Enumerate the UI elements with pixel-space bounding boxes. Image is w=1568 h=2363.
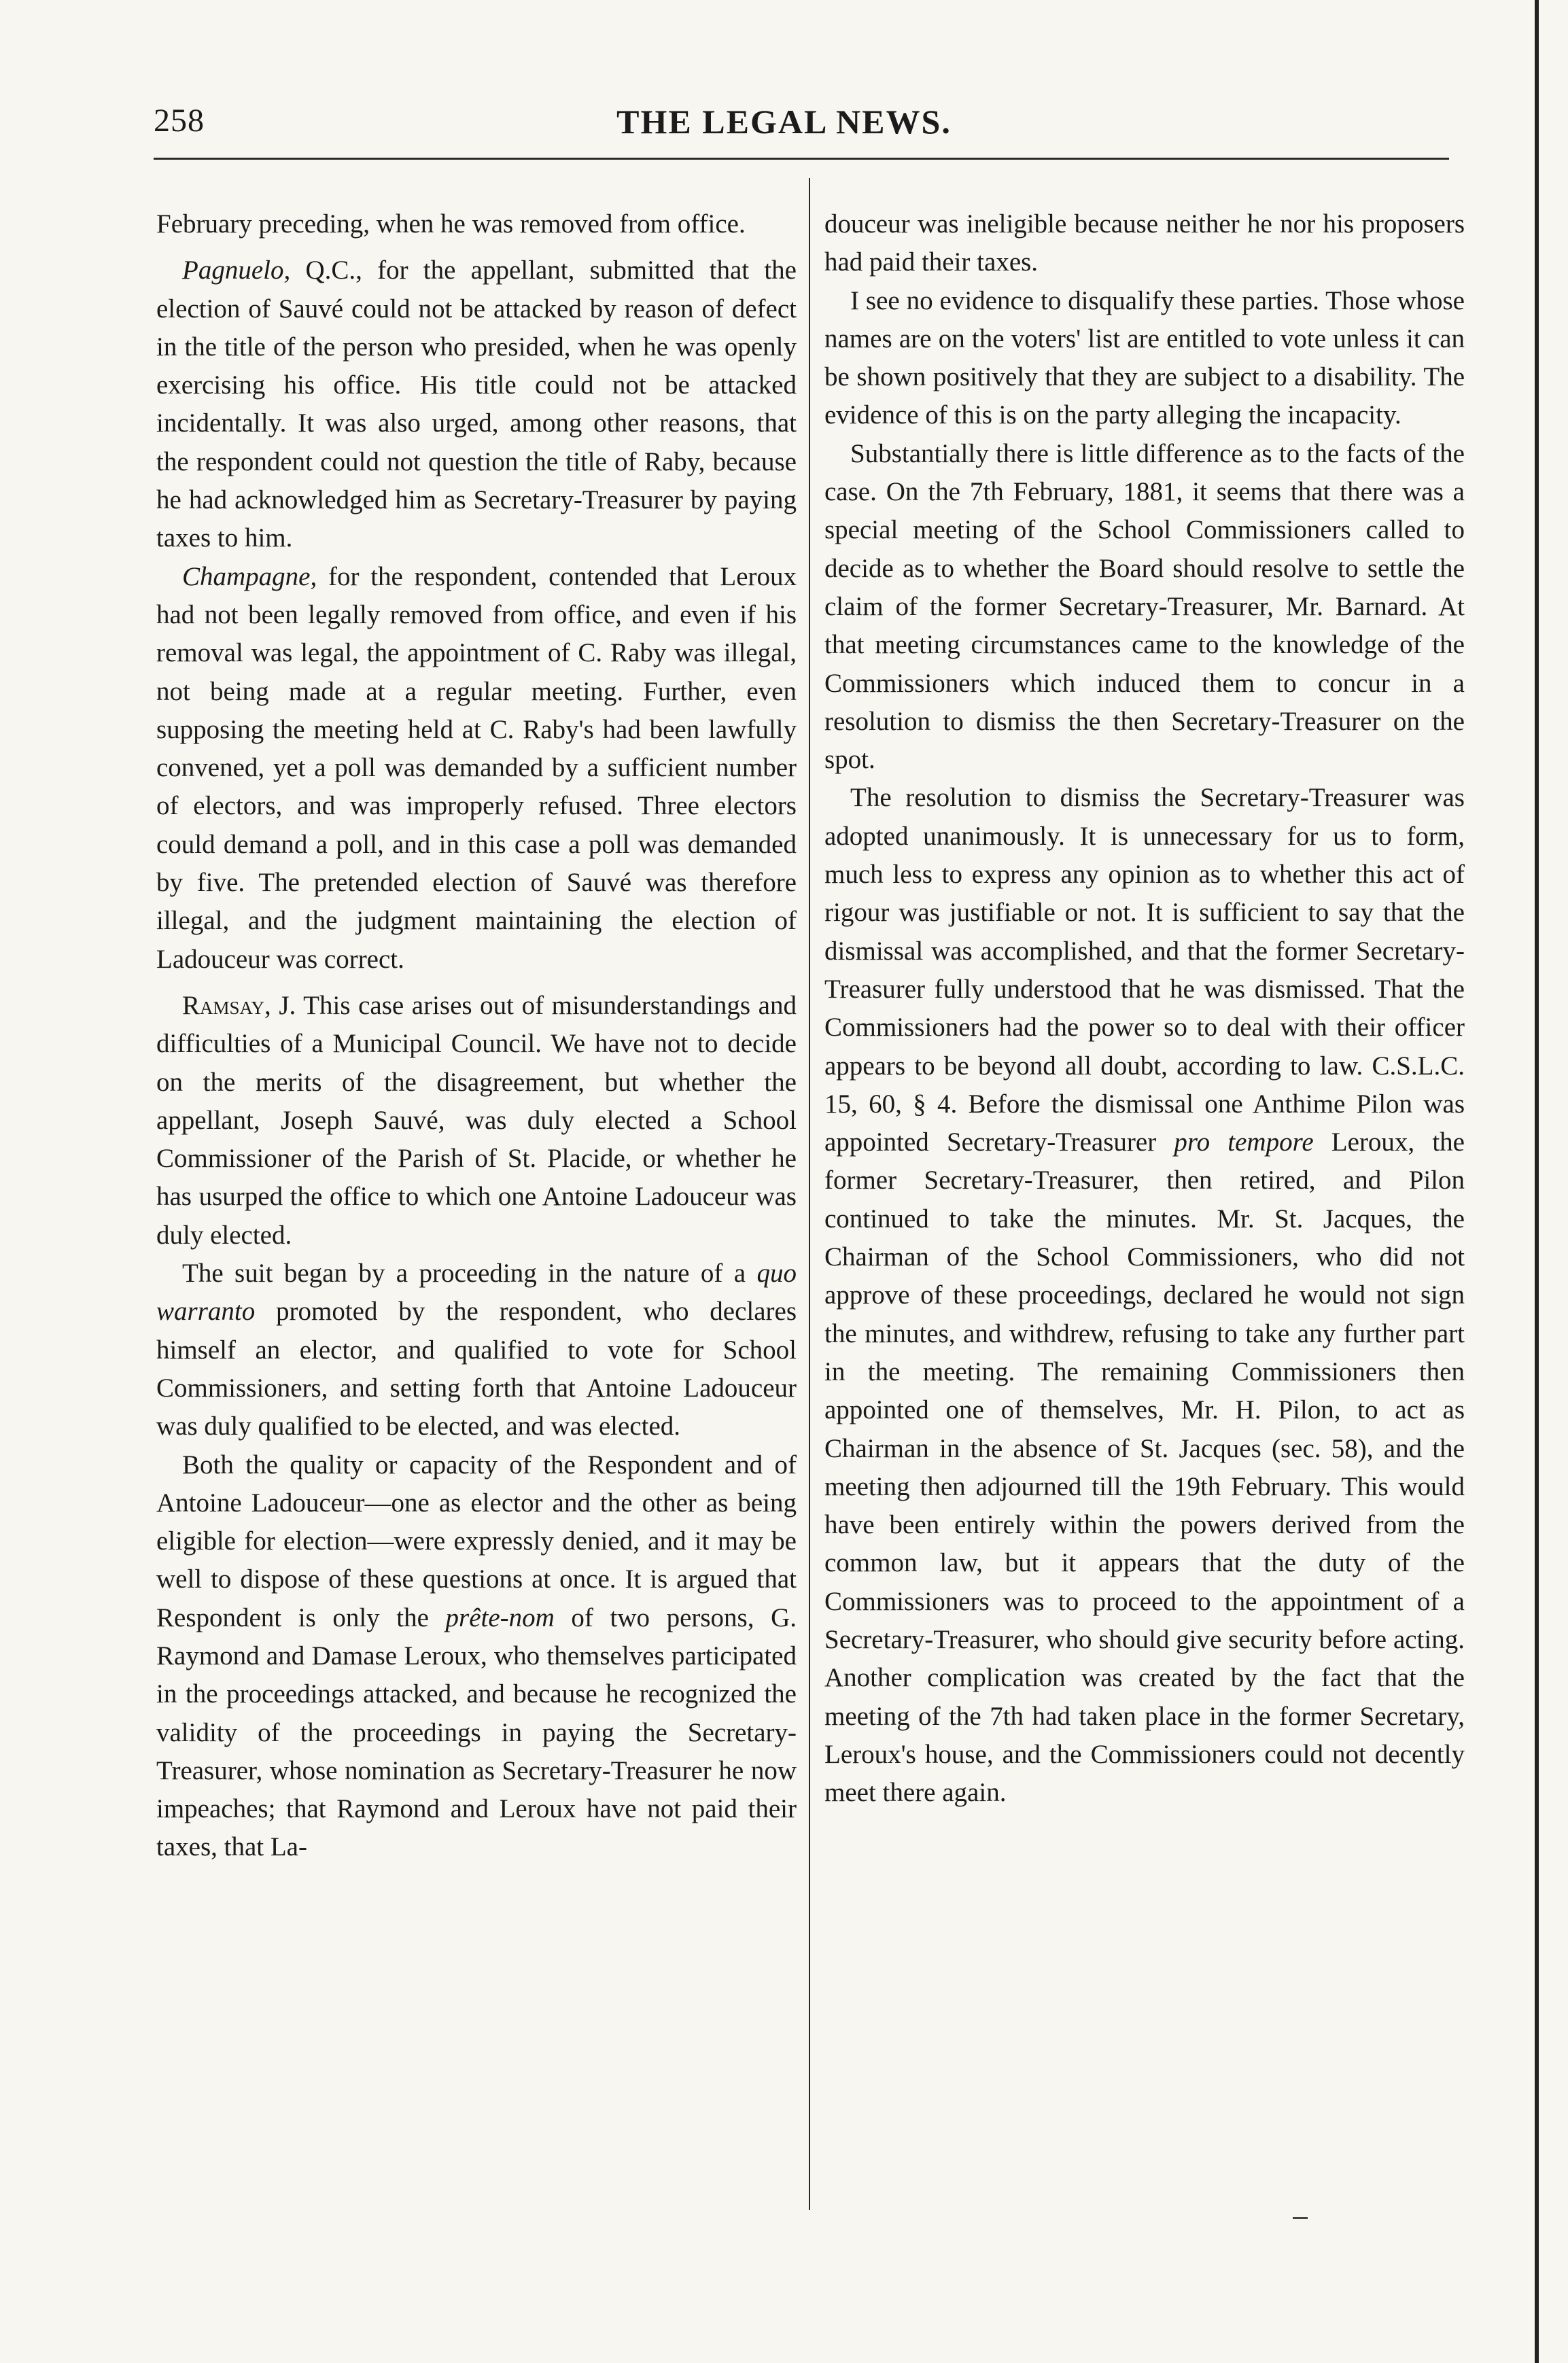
paragraph: I see no evidence to disqualify these parties. Those whose names are on the voters' list are entitled to vote unless it can be shown positively that they are subject to a disability. The evidence of this is on the party alleging the incapacity. (824, 285, 1465, 430)
paragraph: douceur was ineligible because neither he nor his proposers had paid their taxes. (824, 209, 1465, 277)
paragraph-text: promoted by the respondent, who declares himself an elector, and qualified to vote for School Commissioners, and setting forth that Antoine Ladouceur was duly qualified to be elected, and was elected. (156, 1297, 797, 1441)
latin-term: pro tempore (1174, 1127, 1314, 1157)
paragraph-text: This case arises out of misunderstandings and difficulties of a Municipal Council. We have not to decide on the merits of the disagreement, but whether the appellant, Joseph Sauvé, was duly elected a School Commissioner of the Parish of St. Placide, or whether he has usurped the office to which one Antoine Ladouceur was duly elected. (156, 990, 797, 1250)
paragraph (156, 558, 797, 979)
left-column (156, 205, 797, 1867)
paragraph-text: The suit began by a proceeding in the nature of a (182, 1259, 757, 1289)
paragraph (156, 1255, 797, 1446)
paragraph: February preceding, when he was removed from office. (156, 209, 746, 239)
counsel-name: Pagnuelo, (182, 256, 291, 285)
header-rule (154, 158, 1449, 160)
running-head: THE LEGAL NEWS. (616, 103, 952, 141)
paragraph-text: Leroux, the former Secretary-Treasurer, then retired, and Pilon continued to take the minutes. Mr. St. Jacques, the Chairman of the School Commissioners, who did not approve of these proceedings, declared he would not sign the minutes, and withdrew, refusing to take any further part in the meeting. The remaining Commissioners then appointed one of themselves, Mr. H. Pilon, to act as Chairman in the absence of St. Jacques (sec. 58), and the meeting then adjourned till the 19th February. This would have been entirely within the powers derived from the common law, but it appears that the duty of the Commissioners was to proceed to the appointment of a Secretary-Treasurer, who should give security before acting. Another complication was created by the fact that the meeting of the 7th had taken place in the former Secretary, Leroux's house, and the Commissioners could not decently meet there again. (824, 1127, 1465, 1808)
paragraph (156, 1446, 797, 1867)
paragraph: Substantially there is little difference as to the facts of the case. On the 7th February, 1881, it seems that there was a special meeting of the School Commissioners called to decide as to whether the Board should resolve to settle the claim of the former Secretary-Treasurer, Mr. Barnard. At that meeting circumstances came to the knowledge of the Commissioners which induced them to concur in a resolution to dismiss the then Secretary-Treasurer on the spot. (824, 438, 1465, 775)
paragraph (156, 251, 797, 557)
latin-term: quo warranto (156, 1259, 797, 1327)
french-term: prête-nom (445, 1603, 555, 1632)
right-column (824, 205, 1465, 1812)
paragraph (824, 779, 1465, 1812)
page-number: 258 (154, 103, 205, 139)
column-divider (809, 178, 810, 2210)
foot-mark (1293, 2217, 1308, 2219)
paragraph-text: Both the quality or capacity of the Respondent and of Antoine Ladouceur—one as elector and the other as being eligible for election—were expressly denied, and it may be well to dispose of these questions at once. It is argued that Respondent is only the (156, 1450, 797, 1632)
counsel-name: Champagne, (182, 561, 317, 591)
paragraph-text: The resolution to dismiss the Secretary-Treasurer was adopted unanimously. It is unnecessary for us to form, much less to express any opinion as to whether this act of rigour was justifiable or not. It is sufficient to say that the dismissal was accomplished, and that the former Secretary-Treasurer fully understood that he was dismissed. That the Commissioners had the power so to deal with their officer appears to be beyond all doubt, according to law. C.S.L.C. 15, 60, § 4. Before the dismissal one Anthime Pilon was appointed Secretary-Treasurer (824, 783, 1465, 1157)
page-edge-line (1535, 0, 1539, 2363)
paragraph-text: for the respondent, contended that Leroux had not been legally removed from office, and even if his removal was legal, the appointment of C. Raby was illegal, not being made at a regular meeting. Further, even supposing the meeting held at C. Raby's had been lawfully convened, yet a poll was demanded by a sufficient number of electors, and was improperly refused. Three electors could demand a poll, and in this case a poll was demanded by five. The pretended election of Sauvé was therefore illegal, and the judgment maintaining the election of Ladouceur was correct. (156, 561, 797, 974)
paragraph-text: Q.C., for the appellant, submitted that the election of Sauvé could not be attacked by reason of defect in the title of the person who presided, when he was openly exercising his office. His title could not be attacked incidentally. It was also urged, among other reasons, that the respondent could not question the title of Raby, because he had acknowledged him as Secretary-Treasurer by paying taxes to him. (156, 256, 797, 553)
paragraph (156, 987, 797, 1255)
paragraph-text: of two persons, G. Raymond and Damase Leroux, who themselves participated in the proceedings attacked, and because he recognized the validity of the proceedings in paying the Secretary-Treasurer, whose nomination as Secretary-Treasurer he now impeaches; that Raymond and Leroux have not paid their taxes, that La- (156, 1603, 797, 1862)
judge-name: Ramsay, J. (182, 990, 296, 1020)
